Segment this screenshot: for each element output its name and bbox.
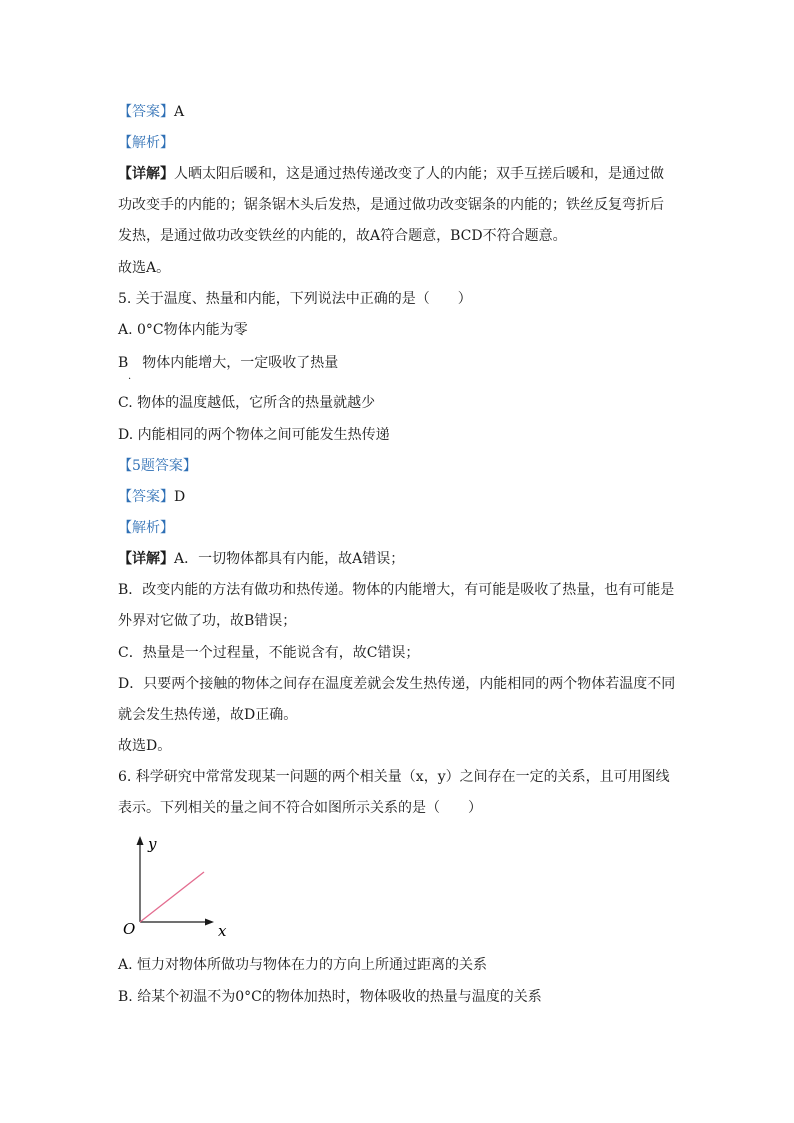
q6-graph <box>118 832 238 942</box>
q6-stem-line-2: 表示。下列相关的量之间不符合如图所示关系的是（ ） <box>118 800 482 816</box>
q4-detail-line-3: 发热，是通过做功改变铁丝的内能的，故A符合题意，BCD不符合题意。 <box>118 228 567 244</box>
q5-detail-a <box>118 549 404 569</box>
q5-option-b <box>118 353 338 373</box>
q5-option-d: D. 内能相同的两个物体之间可能发生热传递 <box>118 427 390 443</box>
q4-detail-line-2: 功改变手的内能的；锯条锯木头后发热，是通过做功改变锯条的内能的；铁丝反复弯折后 <box>118 197 664 213</box>
detail-tag: 【详解】 <box>118 166 174 182</box>
y-axis-label: y <box>148 835 157 853</box>
y-axis-arrow <box>137 836 144 845</box>
option-b-text: 物体内能增大，一定吸收了热量 <box>142 355 339 371</box>
detail-text: A．一切物体都具有内能，故A错误； <box>174 551 405 567</box>
answer-value: A <box>174 104 185 120</box>
q5-stem: 5. 关于温度、热量和内能，下列说法中正确的是（ ） <box>118 291 472 307</box>
q5-section-tag: 【5题答案】 <box>118 458 197 474</box>
q5-option-a: A. 0°C物体内能为零 <box>118 322 248 338</box>
graph-line <box>140 872 204 922</box>
q6-option-b: B. 给某个初温不为0°C的物体加热时，物体吸收的热量与温度的关系 <box>118 989 542 1005</box>
x-axis-arrow <box>205 919 214 926</box>
q4-detail-line-1 <box>118 164 664 184</box>
origin-label: O <box>123 920 136 938</box>
q5-answer-line <box>118 487 185 507</box>
q4-answer-line <box>118 102 184 122</box>
q6-option-a: A. 恒力对物体所做功与物体在力的方向上所通过距离的关系 <box>118 957 488 973</box>
q5-conclusion: 故选D。 <box>118 738 172 754</box>
q5-detail-b1: B．改变内能的方法有做功和热传递。物体的内能增大，有可能是吸收了热量，也有可能是 <box>118 582 675 598</box>
q5-detail-d1: D．只要两个接触的物体之间存在温度差就会发生热传递，内能相同的两个物体若温度不同 <box>118 676 676 692</box>
analysis-tag: 【解析】 <box>118 135 174 151</box>
q5-detail-b2: 外界对它做了功，故B错误； <box>118 613 297 629</box>
q4-conclusion: 故选A。 <box>118 260 171 276</box>
q5-option-c: C. 物体的温度越低，它所含的热量就越少 <box>118 395 376 411</box>
q6-stem-line-1: 6. 科学研究中常常发现某一问题的两个相关量（x，y）之间存在一定的关系，且可用图线 <box>118 769 670 785</box>
detail-tag: 【详解】 <box>118 551 174 567</box>
detail-text: 人晒太阳后暖和，这是通过热传递改变了人的内能；双手互搓后暖和，是通过做 <box>174 166 664 182</box>
answer-tag: 【答案】 <box>118 104 174 120</box>
q5-detail-c: C．热量是一个过程量，不能说含有，故C错误； <box>118 645 420 661</box>
x-axis-label: x <box>218 922 227 940</box>
q5-detail-d2: 就会发生热传递，故D正确。 <box>118 707 298 723</box>
option-b-letter: B <box>118 355 129 371</box>
answer-tag: 【答案】 <box>118 489 174 505</box>
option-b-dot: . <box>128 371 132 382</box>
analysis-tag: 【解析】 <box>118 520 174 536</box>
answer-value: D <box>174 489 186 505</box>
